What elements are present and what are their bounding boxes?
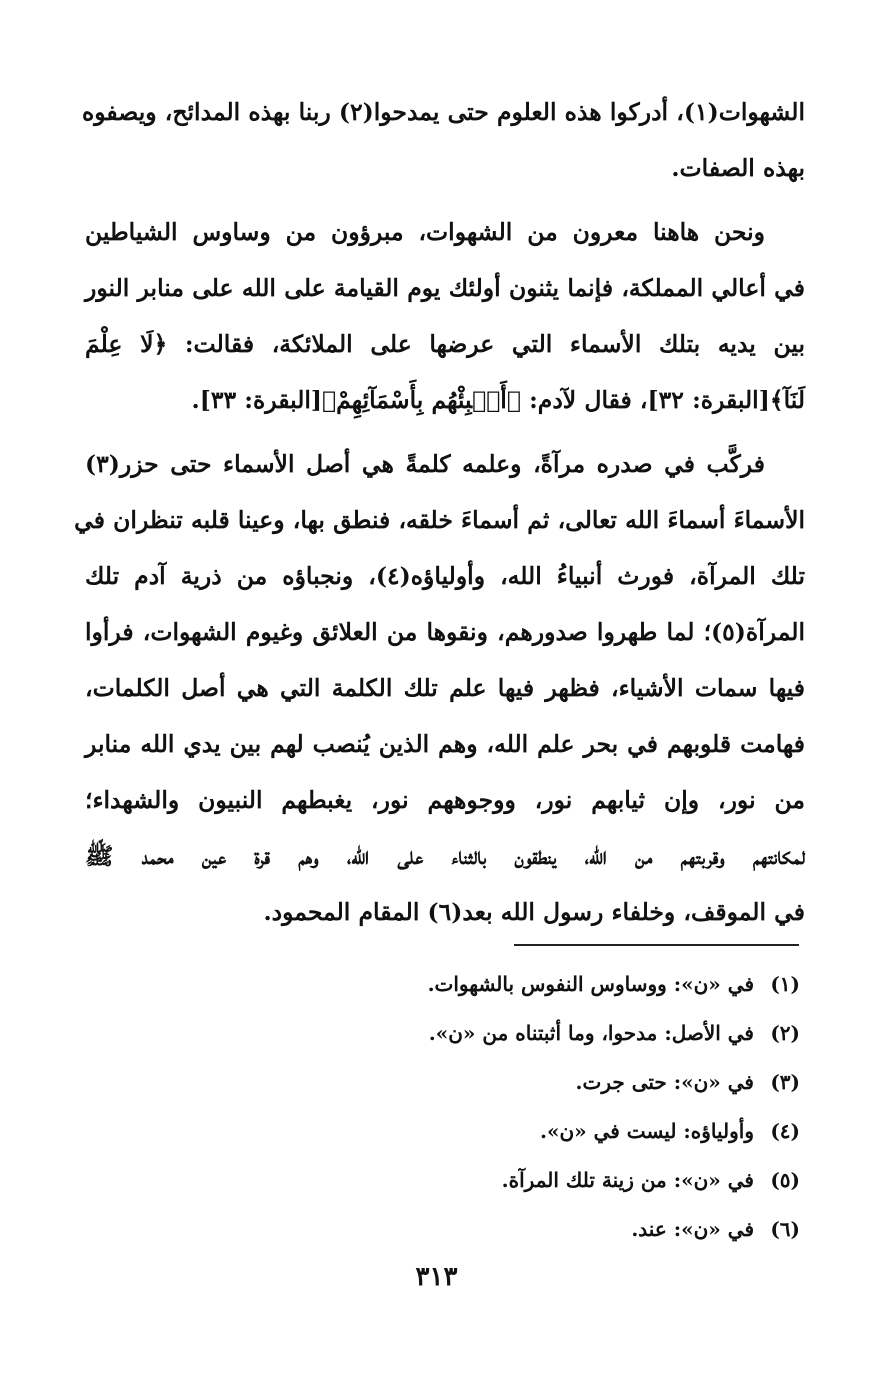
text-line: في الموقف، وخلفاء رسول الله بعد(٦) المقام المحمود. [263, 898, 805, 926]
page-number: ٣١٣ [415, 1262, 458, 1292]
text-line: في أعالي المملكة، فإنما يثنون أولئك يوم القيامة على الله على منابر النور [85, 274, 805, 302]
text-line: فركَّب في صدره مرآةً، وعلمه كلمةً هي أصل الأسماء حتى حزر(٣) [85, 450, 765, 478]
footnote-text: في «ن»: من زينة تلك المرآة. [501, 1168, 754, 1192]
text-line: الأسماءَ أسماءَ الله تعالى، ثم أسماءَ خلقه، فنطق بها، وعينا قلبه تنظران في [74, 506, 805, 534]
footnote-text: في «ن»: عند. [631, 1217, 754, 1241]
footnote-number: (٤) [770, 1119, 800, 1143]
footnote [300, 1205, 800, 1254]
text-line: من نور، وإن ثيابهم نور، ووجوههم نور، يغبطهم النبيون والشهداء؛ [85, 786, 805, 814]
footnote [300, 1107, 800, 1156]
footnote-number: (٣) [770, 1070, 800, 1094]
text-line: بهذه الصفات. [671, 154, 805, 182]
text-line: ونحن هاهنا معرون من الشهوات، مبرؤون من وساوس الشياطين [85, 218, 765, 246]
footnote-number: (٢) [770, 1021, 800, 1045]
footnote [300, 960, 800, 1009]
text-line: الشهوات(١)، أدركوا هذه العلوم حتى يمدحوا(٢) ربنا بهذه المدائح، ويصفوه [81, 98, 805, 126]
footnote-number: (١) [770, 972, 800, 996]
text-line: لَنَآ﴾[البقرة: ٣٢]، فقال لآدم: ﴿أَنۢبِئْهُم بِأَسْمَآئِهِمْ﴾[البقرة: ٣٣]. [191, 386, 805, 414]
main-text [74, 84, 806, 940]
footnote [300, 1058, 800, 1107]
footnotes [300, 960, 800, 1254]
footnote [300, 1156, 800, 1205]
footnote-text: في «ن»: ووساوس النفوس بالشهوات. [427, 972, 754, 996]
footnote-number: (٦) [770, 1217, 800, 1241]
footnote-text: وأولياؤه: ليست في «ن». [540, 1119, 754, 1143]
paragraph-gap [85, 428, 805, 436]
text-line: تلك المرآة، فورث أنبياءُ الله، وأولياؤه(٤)، ونجباؤه من ذرية آدم تلك [85, 562, 806, 590]
paragraph-gap [85, 196, 805, 204]
footnote-text: في «ن»: حتى جرت. [575, 1070, 754, 1094]
footnote-number: (٥) [770, 1168, 800, 1192]
footnote-divider [514, 944, 799, 946]
footnote-text: في الأصل: مدحوا، وما أثبتناه من «ن». [428, 1021, 754, 1045]
text-line: فيها سمات الأشياء، فظهر فيها علم تلك الكلمة التي هي أصل الكلمات، [85, 674, 805, 702]
text-line: المرآة(٥)؛ لما طهروا صدورهم، ونقوها من العلائق وغيوم الشهوات، فرأوا [85, 618, 805, 646]
footnote [300, 1009, 800, 1058]
text-line: فهامت قلوبهم في بحر علم الله، وهم الذين يُنصب لهم بين يدي الله منابر [85, 730, 805, 758]
text-line: لمكانتهم وقربتهم من الله، ينطقون بالثناء على الله، وهم قرة عين محمد ﷺ [85, 842, 805, 870]
text-line: بين يديه بتلك الأسماء التي عرضها على الملائكة، فقالت: ﴿لَا عِلْمَ [85, 330, 805, 358]
